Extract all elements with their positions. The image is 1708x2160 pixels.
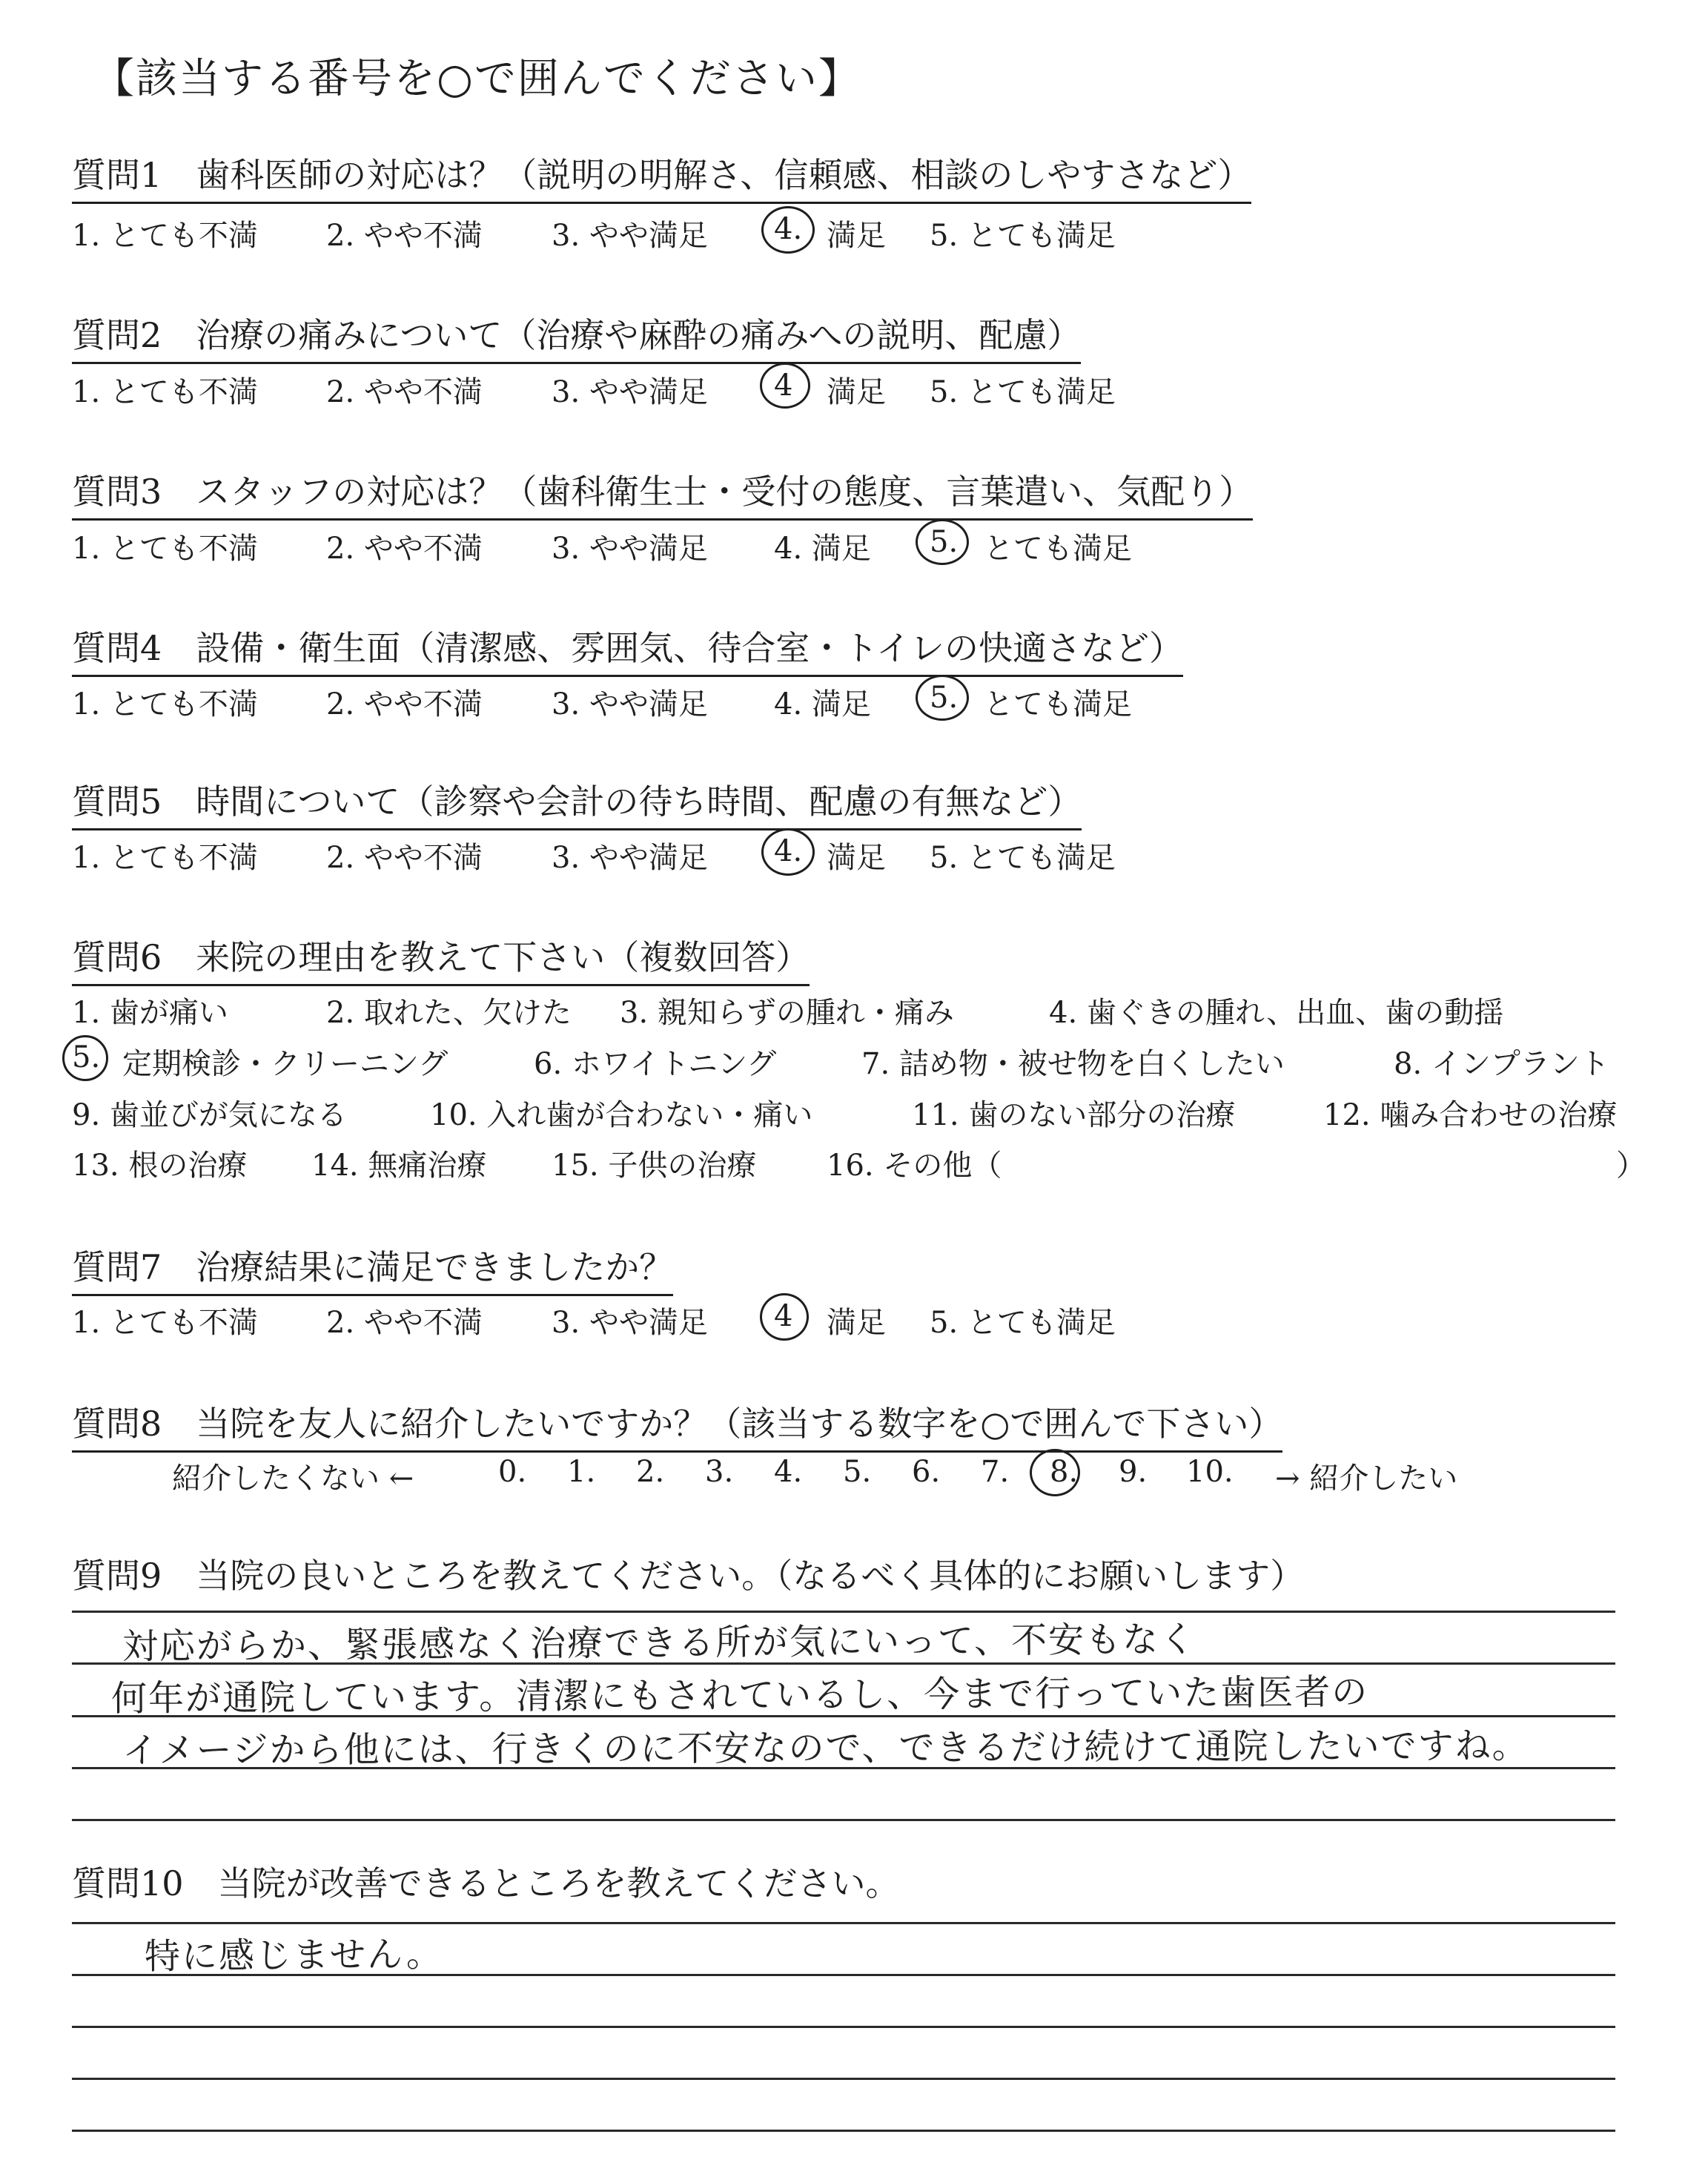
question-5-title: 質問5 時間について（診察や会計の待ち時間、配慮の有無など） [72,775,1082,830]
q6-option-8[interactable]: 8. インプラント [1394,1047,1609,1081]
q6-option-16[interactable]: 16. その他（ [827,1149,1002,1183]
q8-score-9[interactable]: 9. [1119,1455,1148,1489]
q1-option-4-label[interactable]: 満足 [827,219,886,253]
q8-score-6[interactable]: 6. [912,1455,941,1489]
page-title: 【該当する番号を○で囲んでください】 [93,55,861,103]
q2-option-3[interactable]: 3. やや満足 [552,375,708,409]
q8-score-5[interactable]: 5. [843,1455,872,1489]
question-1-title: 質問1 歯科医師の対応は？（説明の明解さ、信頼感、相談のしやすさなど） [72,148,1251,204]
q10-answer-line-1 [72,1922,1615,1924]
q6-option-7[interactable]: 7. 詰め物・被せ物を白くしたい [861,1047,1285,1081]
q8-score-8[interactable]: 8. [1050,1455,1079,1489]
q6-selection-circle [62,1035,108,1081]
q4-option-5-label[interactable]: とても満足 [984,687,1132,721]
q6-option-14[interactable]: 14. 無痛治療 [311,1149,487,1183]
q2-option-1[interactable]: 1. とても不満 [72,375,258,409]
question-10-title: 質問10 当院が改善できるところを教えてください。 [72,1863,900,1903]
q2-selection-circle [760,363,810,409]
q3-option-2[interactable]: 2. やや不満 [326,532,483,566]
q7-option-5[interactable]: 5. とても満足 [930,1306,1116,1340]
q1-option-5[interactable]: 5. とても満足 [930,219,1116,253]
question-9-title: 質問9 当院の良いところを教えてください。（なるべく具体的にお願いします） [72,1556,1305,1596]
q3-option-5-label[interactable]: とても満足 [984,532,1132,566]
question-8-title: 質問8 当院を友人に紹介したいですか？（該当する数字を○で囲んで下さい） [72,1397,1282,1453]
q1-option-3[interactable]: 3. やや満足 [552,219,708,253]
q7-option-3[interactable]: 3. やや満足 [552,1306,708,1340]
q7-option-4-number[interactable]: 4 [774,1299,793,1333]
q2-option-2[interactable]: 2. やや不満 [326,375,483,409]
q7-option-1[interactable]: 1. とても不満 [72,1306,258,1340]
q10-handwritten-line-1: 特に感じません。 [144,1933,444,1978]
q3-option-5-number[interactable]: 5. [930,525,959,559]
q4-option-1[interactable]: 1. とても不満 [72,687,258,721]
q8-selection-circle [1030,1449,1080,1496]
q10-answer-line-5 [72,2130,1615,2132]
q6-option-11[interactable]: 11. 歯のない部分の治療 [912,1098,1236,1132]
q9-answer-line-5 [72,1819,1615,1821]
q8-score-7[interactable]: 7. [981,1455,1010,1489]
q4-option-4[interactable]: 4. 満足 [774,687,871,721]
q7-option-2[interactable]: 2. やや不満 [326,1306,483,1340]
q6-option-4[interactable]: 4. 歯ぐきの腫れ、出血、歯の動揺 [1049,996,1504,1030]
q8-score-4[interactable]: 4. [774,1455,803,1489]
q6-option-10[interactable]: 10. 入れ歯が合わない・痛い [430,1098,813,1132]
q6-option-13[interactable]: 13. 根の治療 [72,1149,248,1183]
q3-option-1[interactable]: 1. とても不満 [72,532,258,566]
q4-selection-circle [916,675,969,721]
q8-score-10[interactable]: 10. [1186,1455,1234,1489]
q8-score-1[interactable]: 1. [567,1455,596,1489]
q2-option-5[interactable]: 5. とても満足 [930,375,1116,409]
q9-handwritten-line-2: 何年が通院しています。清潔にもされているし、今まで行っていた歯医者の [110,1671,1369,1720]
q10-answer-line-3 [72,2026,1615,2028]
q6-option-5-label[interactable]: 定期検診・クリーニング [122,1047,448,1081]
q7-option-4-label[interactable]: 満足 [827,1306,886,1340]
q6-option-3[interactable]: 3. 親知らずの腫れ・痛み [620,996,954,1030]
q8-score-0[interactable]: 0. [498,1455,527,1489]
q7-selection-circle [760,1293,809,1341]
q2-option-4-label[interactable]: 満足 [827,375,886,409]
q6-option-12[interactable]: 12. 噛み合わせの治療 [1323,1098,1618,1132]
question-2-title: 質問2 治療の痛みについて（治療や麻酔の痛みへの説明、配慮） [72,308,1081,364]
q5-selection-circle [761,828,815,876]
q5-option-3[interactable]: 3. やや満足 [552,841,708,875]
q5-option-5[interactable]: 5. とても満足 [930,841,1116,875]
q6-other-close-paren: ） [1616,1149,1646,1183]
q3-option-4[interactable]: 4. 満足 [774,532,871,566]
question-6-title: 質問6 来院の理由を教えて下さい（複数回答） [72,931,810,986]
q3-option-3[interactable]: 3. やや満足 [552,532,708,566]
q5-option-2[interactable]: 2. やや不満 [326,841,483,875]
question-4-title: 質問4 設備・衛生面（清潔感、雰囲気、待合室・トイレの快適さなど） [72,621,1183,677]
q6-option-2[interactable]: 2. 取れた、欠けた [326,996,572,1030]
q4-option-2[interactable]: 2. やや不満 [326,687,483,721]
q5-option-4-label[interactable]: 満足 [827,841,886,875]
q1-option-2[interactable]: 2. やや不満 [326,219,483,253]
q9-handwritten-line-3: イメージから他には、行きくのに不安なので、できるだけ続けて通院したいですね。 [122,1725,1529,1771]
q4-option-3[interactable]: 3. やや満足 [552,687,708,721]
q4-option-5-number[interactable]: 5. [930,681,959,715]
q6-option-5-number[interactable]: 5. [72,1040,101,1074]
q1-selection-circle [761,206,815,254]
q10-answer-line-4 [72,2078,1615,2080]
q5-option-4-number[interactable]: 4. [774,834,803,868]
q8-right-label: → 紹介したい [1275,1462,1458,1496]
q6-option-15[interactable]: 15. 子供の治療 [552,1149,757,1183]
q1-option-4-number[interactable]: 4. [774,212,803,246]
question-7-title: 質問7 治療結果に満足できましたか？ [72,1241,673,1296]
question-3-title: 質問3 スタッフの対応は？（歯科衛生士・受付の態度、言葉遣い、気配り） [72,465,1253,521]
q6-option-6[interactable]: 6. ホワイトニング [534,1047,777,1081]
q8-score-2[interactable]: 2. [636,1455,665,1489]
q6-option-1[interactable]: 1. 歯が痛い [72,996,228,1030]
q2-option-4-number[interactable]: 4 [774,369,793,403]
q8-score-3[interactable]: 3. [705,1455,734,1489]
q5-option-1[interactable]: 1. とても不満 [72,841,258,875]
q9-handwritten-line-1: 対応がらか、緊張感なく治療できる所が気にいって、不安もなく [122,1618,1197,1668]
q3-selection-circle [916,519,969,565]
q8-left-label: 紹介したくない ← [172,1462,414,1496]
q1-option-1[interactable]: 1. とても不満 [72,219,258,253]
q6-option-9[interactable]: 9. 歯並びが気になる [72,1098,347,1132]
